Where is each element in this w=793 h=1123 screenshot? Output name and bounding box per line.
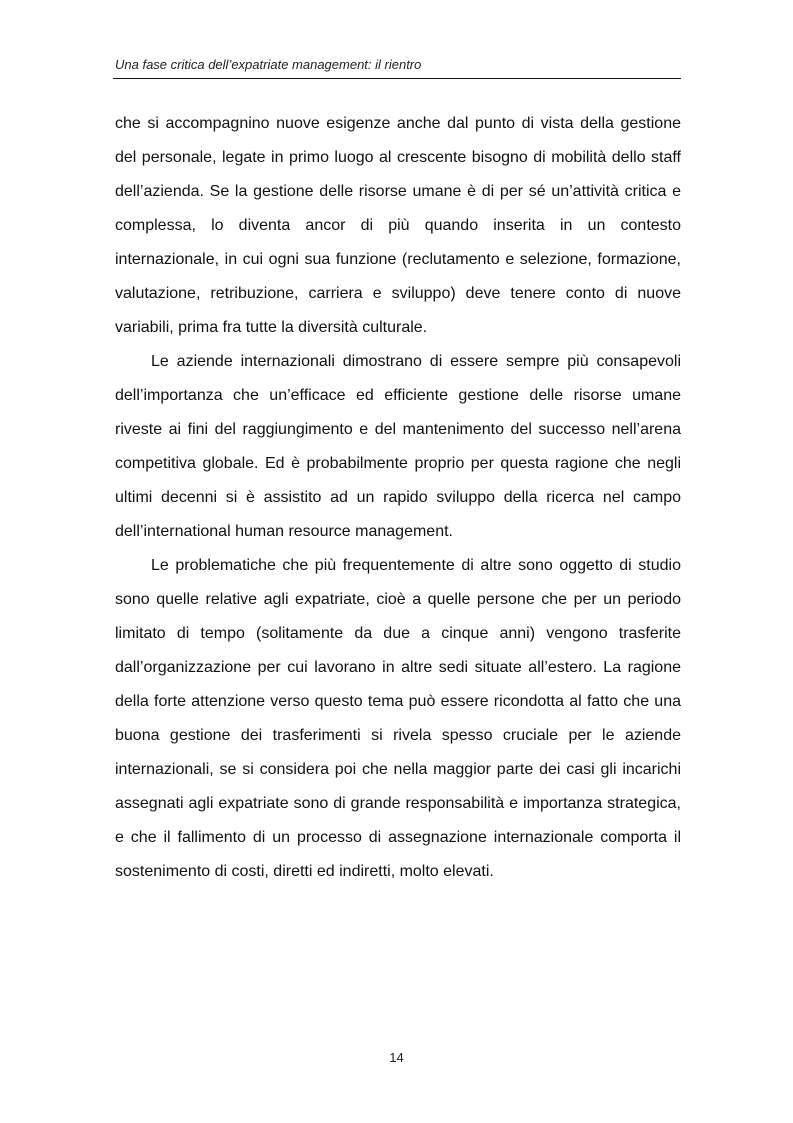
paragraph-1: che si accompagnino nuove esigenze anche dal punto di vista della gestione del personale, legate in primo luogo al crescente bisogno di mobilità dello staff dell’azienda. Se la gestione delle risorse umane è di per sé un’attività critica e complessa, lo diventa ancor di più quando inserita in un contesto internazionale, in cui ogni sua funzione (reclutamento e selezione, formazione, valutazione, retribuzione, carriera e sviluppo) deve tenere conto di nuove variabili, prima fra tutte la diversità culturale.	[115, 115, 681, 336]
paragraph-3: Le problematiche che più frequentemente di altre sono oggetto di studio sono quelle relative agli expatriate, cioè a quelle persone che per un periodo limitato di tempo (solitamente da due a cinque anni) vengono trasferite dall’organizzazione per cui lavorano in altre sedi situate all’estero. La ragione della forte attenzione verso questo tema può essere ricondotta al fatto che una buona gestione dei trasferimenti si rivela spesso cruciale per le aziende internazionali, se si considera poi che nella maggior parte dei casi gli incarichi assegnati agli expatriate sono di grande responsabilità e importanza strategica, e che il fallimento di un processo di assegnazione internazionale comporta il sostenimento di costi, diretti ed indiretti, molto elevati.	[115, 557, 681, 880]
page-number: 14	[389, 1050, 404, 1065]
body-text	[115, 107, 681, 889]
paragraph-2: Le aziende internazionali dimostrano di essere sempre più consapevoli dell’importanza che un’efficace ed efficiente gestione delle risorse umane riveste ai fini del raggiungimento e del mantenimento del successo nell’arena competitiva globale. Ed è probabilmente proprio per questa ragione che negli ultimi decenni si è assistito ad un rapido sviluppo della ricerca nel campo dell’international human resource management.	[115, 353, 681, 540]
header-divider	[113, 78, 681, 79]
running-header: Una fase critica dell’expatriate management: il rientro	[115, 57, 422, 72]
